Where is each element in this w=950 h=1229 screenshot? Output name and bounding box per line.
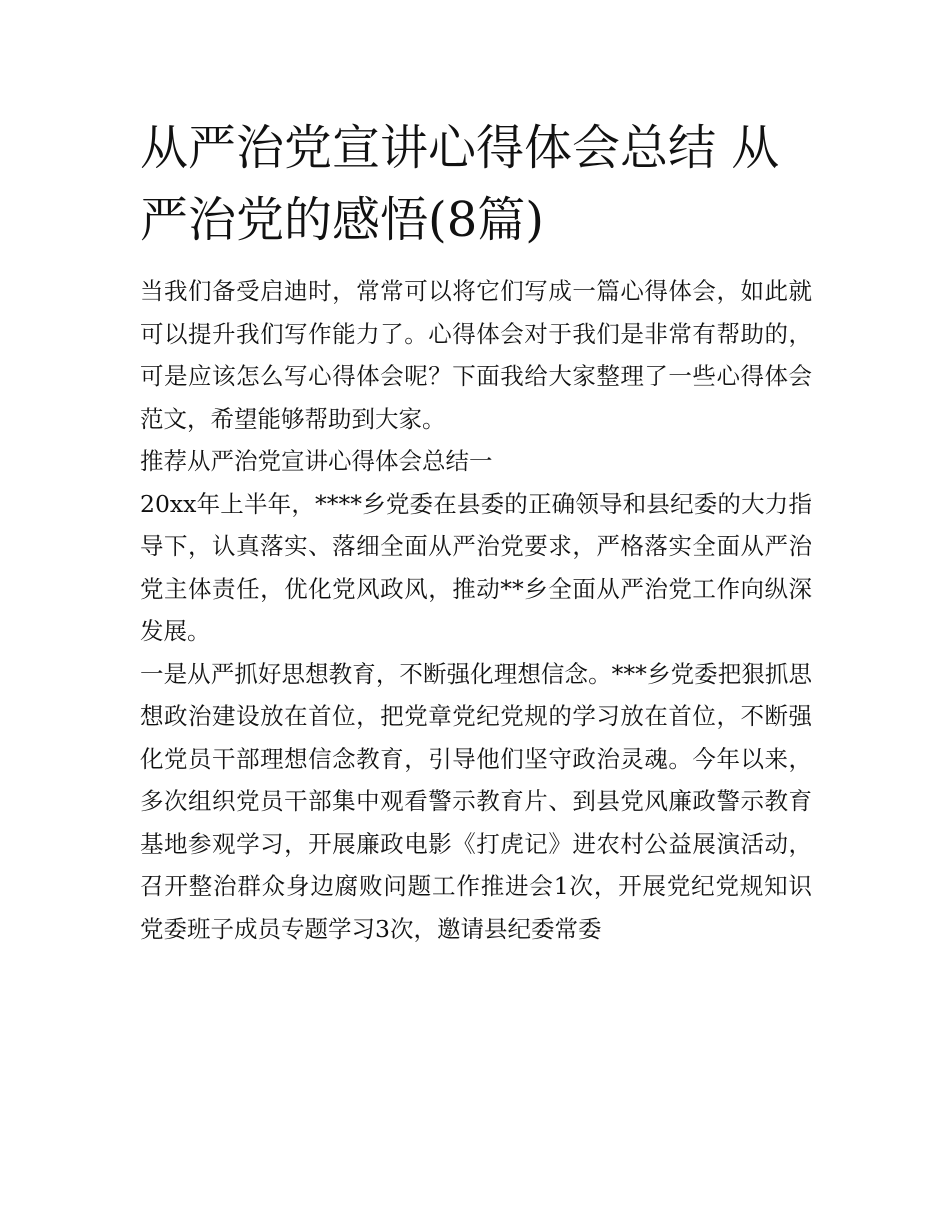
document-title: 从严治党宣讲心得体会总结 从严治党的感悟(8篇): [140, 120, 780, 248]
document-body: [140, 112, 812, 950]
body-paragraph: 一是从严抓好思想教育，不断强化理想信念。***乡党委把狠抓思想政治建设放在首位，把党章党纪党规的学习放在首位，不断强化党员干部理想信念教育，引导他们坚守政治灵魂。今年以来，多次组织党员干部集中观看警示教育片、到县党风廉政警示教育基地参观学习，开展廉政电影《打虎记》进农村公益展演活动，召开整治群众身边腐败问题工作推进会1次，开展党纪党规知识党委班子成员专题学习3次，邀请县纪委常委: [140, 659, 812, 943]
body-paragraph: 20xx年上半年，****乡党委在县委的正确领导和县纪委的大力指导下，认真落实、落细全面从严治党要求，严格落实全面从严治党主体责任，优化党风政风，推动**乡全面从严治党工作向纵深发展。: [140, 489, 812, 645]
section-heading: 推荐从严治党宣讲心得体会总结一: [140, 447, 493, 475]
intro-paragraph: 当我们备受启迪时，常常可以将它们写成一篇心得体会，如此就可以提升我们写作能力了。心得体会对于我们是非常有帮助的，可是应该怎么写心得体会呢？下面我给大家整理了一些心得体会范文，希望能够帮助到大家。: [140, 277, 812, 433]
